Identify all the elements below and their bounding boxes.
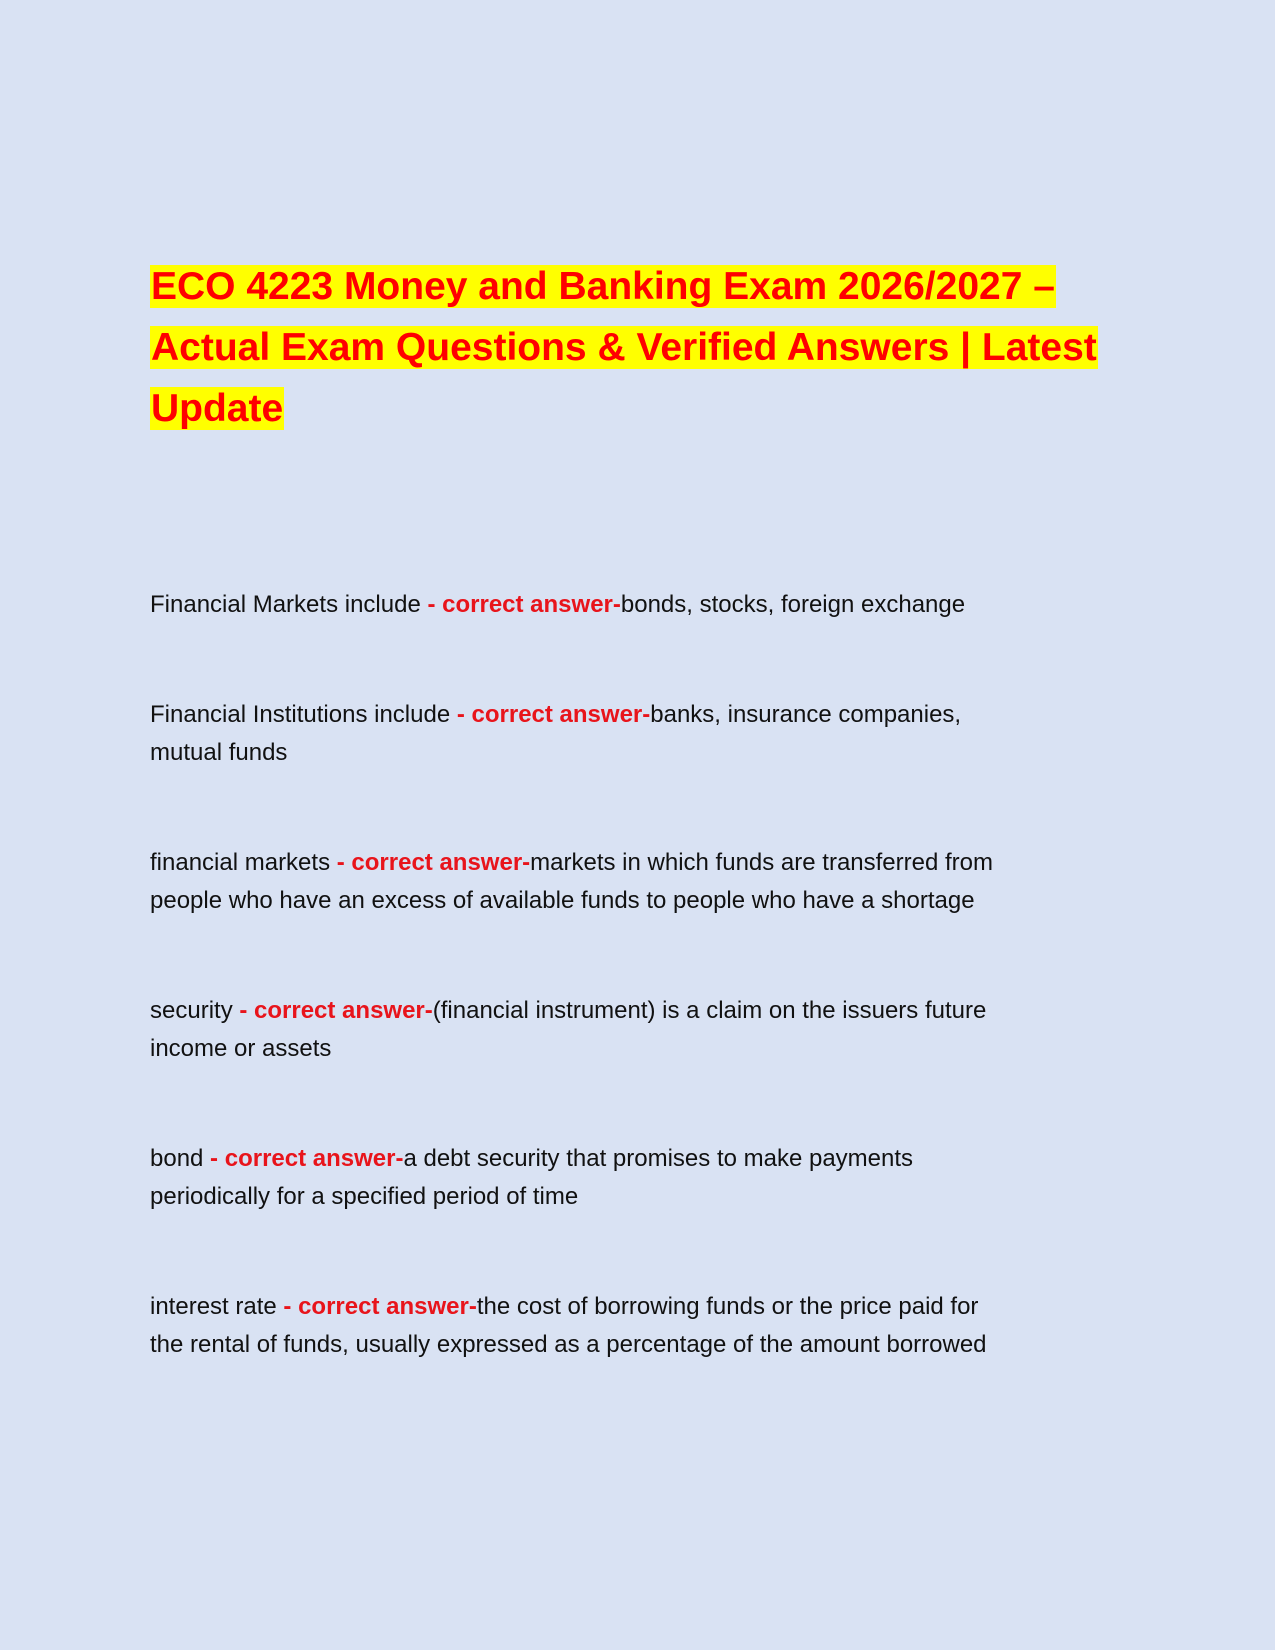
correct-answer-label: - correct answer- (232, 997, 433, 1024)
title-line-1: ECO 4223 Money and Banking Exam 2026/2027 – (151, 265, 1055, 308)
qa-item (150, 992, 1110, 1068)
qa-item (150, 1140, 1110, 1216)
qa-term: financial markets (150, 849, 331, 876)
qa-answer-continued: income or assets (150, 1035, 332, 1062)
qa-answer-continued: people who have an excess of available funds to people who have a shortage (150, 887, 975, 914)
qa-answer-continued: mutual funds (150, 739, 288, 766)
qa-term: Financial Markets include (150, 591, 421, 618)
qa-term: interest rate (150, 1293, 277, 1320)
qa-item (150, 696, 1110, 772)
qa-list (150, 586, 1110, 1436)
title-line-3: Update (151, 387, 284, 430)
qa-term: bond (150, 1145, 204, 1172)
correct-answer-label: - correct answer- (203, 1145, 404, 1172)
qa-item (150, 844, 1110, 920)
correct-answer-label: - correct answer- (330, 849, 531, 876)
qa-answer: (financial instrument) is a claim on the issuers future (432, 997, 987, 1024)
qa-answer: banks, insurance companies, (650, 701, 962, 728)
qa-answer-continued: the rental of funds, usually expressed as a percentage of the amount borrowed (150, 1331, 987, 1358)
correct-answer-label: - correct answer- (276, 1293, 477, 1320)
correct-answer-label: - correct answer- (420, 591, 621, 618)
qa-item (150, 1288, 1110, 1364)
title-line-2: Actual Exam Questions & Verified Answers | Latest (151, 326, 1097, 369)
qa-answer: markets in which funds are transferred from (530, 849, 993, 876)
qa-item (150, 586, 1110, 624)
correct-answer-label: - correct answer- (450, 701, 651, 728)
qa-answer: bonds, stocks, foreign exchange (620, 591, 966, 618)
qa-answer-continued: periodically for a specified period of time (150, 1183, 579, 1210)
qa-answer: the cost of borrowing funds or the price paid for (476, 1293, 979, 1320)
qa-answer: a debt security that promises to make payments (403, 1145, 914, 1172)
document-title (150, 258, 1150, 441)
qa-term: Financial Institutions include (150, 701, 451, 728)
qa-term: security (150, 997, 233, 1024)
